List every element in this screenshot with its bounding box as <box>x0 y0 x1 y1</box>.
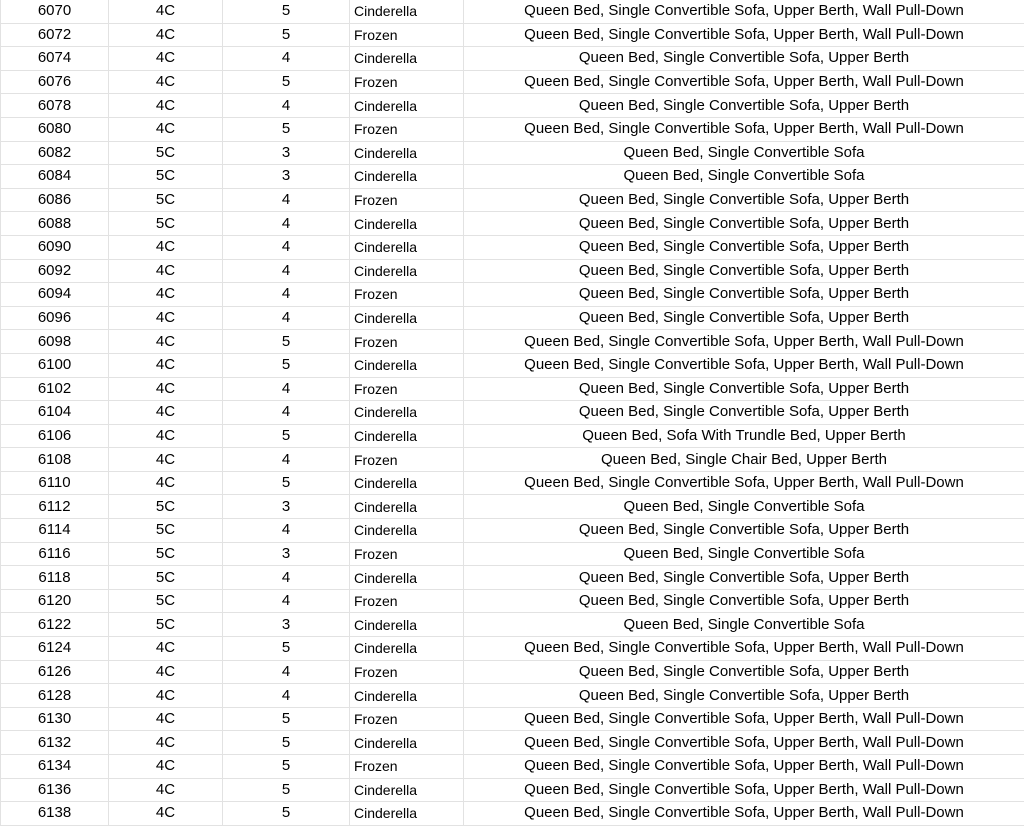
cell-category[interactable]: 4C <box>109 707 223 731</box>
cell-category[interactable]: 4C <box>109 684 223 708</box>
cell-occupancy[interactable]: 4 <box>223 47 350 71</box>
cell-room-number[interactable]: 6096 <box>1 306 109 330</box>
cell-category[interactable]: 4C <box>109 660 223 684</box>
cell-bed-configuration[interactable]: Queen Bed, Single Convertible Sofa, Upper Berth, Wall Pull-Down <box>464 0 1024 23</box>
cell-room-number[interactable]: 6086 <box>1 188 109 212</box>
cell-bed-configuration[interactable]: Queen Bed, Single Convertible Sofa, Upper Berth <box>464 212 1024 236</box>
cell-occupancy[interactable]: 4 <box>223 566 350 590</box>
cell-bed-configuration[interactable]: Queen Bed, Single Convertible Sofa <box>464 542 1024 566</box>
cell-theme[interactable]: Frozen <box>350 707 464 731</box>
table-row <box>1 566 1024 590</box>
table-row <box>1 212 1024 236</box>
cell-occupancy[interactable]: 5 <box>223 330 350 354</box>
cell-room-number[interactable]: 6110 <box>1 471 109 495</box>
cell-bed-configuration[interactable]: Queen Bed, Single Convertible Sofa, Upper Berth <box>464 377 1024 401</box>
cell-bed-configuration[interactable]: Queen Bed, Single Convertible Sofa, Upper Berth <box>464 306 1024 330</box>
cell-theme[interactable]: Cinderella <box>350 802 464 826</box>
cell-bed-configuration[interactable]: Queen Bed, Single Convertible Sofa, Upper Berth, Wall Pull-Down <box>464 778 1024 802</box>
cell-bed-configuration[interactable]: Queen Bed, Single Convertible Sofa, Upper Berth, Wall Pull-Down <box>464 23 1024 47</box>
cell-category[interactable]: 4C <box>109 755 223 779</box>
cell-bed-configuration[interactable]: Queen Bed, Single Convertible Sofa <box>464 141 1024 165</box>
cell-occupancy[interactable]: 5 <box>223 353 350 377</box>
table-row <box>1 94 1024 118</box>
cell-category[interactable]: 5C <box>109 165 223 189</box>
cell-category[interactable]: 5C <box>109 566 223 590</box>
cell-bed-configuration[interactable]: Queen Bed, Single Convertible Sofa, Upper Berth <box>464 519 1024 543</box>
cell-room-number[interactable]: 6084 <box>1 165 109 189</box>
table-row <box>1 306 1024 330</box>
cell-theme[interactable]: Frozen <box>350 23 464 47</box>
cell-room-number[interactable]: 6074 <box>1 47 109 71</box>
cell-occupancy[interactable]: 5 <box>223 424 350 448</box>
cell-room-number[interactable]: 6076 <box>1 70 109 94</box>
cell-bed-configuration[interactable]: Queen Bed, Single Convertible Sofa, Upper Berth <box>464 235 1024 259</box>
cell-theme[interactable]: Cinderella <box>350 731 464 755</box>
cell-bed-configuration[interactable]: Queen Bed, Single Chair Bed, Upper Berth <box>464 448 1024 472</box>
cell-category[interactable]: 4C <box>109 637 223 661</box>
cell-theme[interactable]: Cinderella <box>350 613 464 637</box>
table-row <box>1 70 1024 94</box>
cell-occupancy[interactable]: 5 <box>223 637 350 661</box>
cell-theme[interactable]: Frozen <box>350 589 464 613</box>
cell-occupancy[interactable]: 5 <box>223 23 350 47</box>
cell-bed-configuration[interactable]: Queen Bed, Single Convertible Sofa, Upper Berth, Wall Pull-Down <box>464 471 1024 495</box>
cell-room-number[interactable]: 6120 <box>1 589 109 613</box>
cell-category[interactable]: 5C <box>109 495 223 519</box>
table-row <box>1 424 1024 448</box>
cell-occupancy[interactable]: 3 <box>223 495 350 519</box>
table-row <box>1 613 1024 637</box>
cell-theme[interactable]: Cinderella <box>350 424 464 448</box>
table-row <box>1 684 1024 708</box>
cell-theme[interactable]: Frozen <box>350 377 464 401</box>
cell-room-number[interactable]: 6072 <box>1 23 109 47</box>
cell-room-number[interactable]: 6100 <box>1 353 109 377</box>
cell-occupancy[interactable]: 4 <box>223 235 350 259</box>
cell-theme[interactable]: Cinderella <box>350 684 464 708</box>
cell-category[interactable]: 5C <box>109 613 223 637</box>
cell-bed-configuration[interactable]: Queen Bed, Single Convertible Sofa <box>464 495 1024 519</box>
table-row <box>1 330 1024 354</box>
cell-category[interactable]: 4C <box>109 0 223 23</box>
table-row <box>1 141 1024 165</box>
table-row <box>1 0 1024 23</box>
cell-bed-configuration[interactable]: Queen Bed, Single Convertible Sofa <box>464 613 1024 637</box>
table-row <box>1 637 1024 661</box>
cell-theme[interactable]: Cinderella <box>350 141 464 165</box>
cell-category[interactable]: 5C <box>109 589 223 613</box>
cell-theme[interactable]: Frozen <box>350 660 464 684</box>
cell-room-number[interactable]: 6102 <box>1 377 109 401</box>
cell-theme[interactable]: Cinderella <box>350 471 464 495</box>
cell-room-number[interactable]: 6116 <box>1 542 109 566</box>
cell-room-number[interactable]: 6126 <box>1 660 109 684</box>
cell-occupancy[interactable]: 4 <box>223 589 350 613</box>
cell-category[interactable]: 4C <box>109 377 223 401</box>
cell-bed-configuration[interactable]: Queen Bed, Single Convertible Sofa, Upper Berth <box>464 684 1024 708</box>
cell-occupancy[interactable]: 5 <box>223 731 350 755</box>
table-row <box>1 283 1024 307</box>
cell-category[interactable]: 4C <box>109 330 223 354</box>
cell-room-number[interactable]: 6132 <box>1 731 109 755</box>
table-row <box>1 23 1024 47</box>
cell-room-number[interactable]: 6092 <box>1 259 109 283</box>
table-row <box>1 495 1024 519</box>
cell-occupancy[interactable]: 5 <box>223 802 350 826</box>
cell-bed-configuration[interactable]: Queen Bed, Single Convertible Sofa, Upper Berth, Wall Pull-Down <box>464 637 1024 661</box>
cell-theme[interactable]: Frozen <box>350 542 464 566</box>
table-row <box>1 471 1024 495</box>
table-row <box>1 589 1024 613</box>
cell-category[interactable]: 4C <box>109 117 223 141</box>
cell-room-number[interactable]: 6094 <box>1 283 109 307</box>
table-body <box>1 0 1024 825</box>
cell-room-number[interactable]: 6136 <box>1 778 109 802</box>
cell-room-number[interactable]: 6134 <box>1 755 109 779</box>
cell-category[interactable]: 4C <box>109 778 223 802</box>
cell-occupancy[interactable]: 5 <box>223 755 350 779</box>
cell-occupancy[interactable]: 4 <box>223 448 350 472</box>
cell-theme[interactable]: Cinderella <box>350 259 464 283</box>
cell-bed-configuration[interactable]: Queen Bed, Single Convertible Sofa, Upper Berth <box>464 94 1024 118</box>
cell-bed-configuration[interactable]: Queen Bed, Sofa With Trundle Bed, Upper Berth <box>464 424 1024 448</box>
table-row <box>1 117 1024 141</box>
table-row <box>1 731 1024 755</box>
table-row <box>1 755 1024 779</box>
table-row <box>1 542 1024 566</box>
cell-room-number[interactable]: 6080 <box>1 117 109 141</box>
cell-theme[interactable]: Cinderella <box>350 212 464 236</box>
cell-bed-configuration[interactable]: Queen Bed, Single Convertible Sofa, Upper Berth, Wall Pull-Down <box>464 707 1024 731</box>
cell-room-number[interactable]: 6070 <box>1 0 109 23</box>
cell-theme[interactable]: Cinderella <box>350 519 464 543</box>
cell-occupancy[interactable]: 5 <box>223 70 350 94</box>
table-row <box>1 660 1024 684</box>
cell-room-number[interactable]: 6098 <box>1 330 109 354</box>
cell-theme[interactable]: Frozen <box>350 188 464 212</box>
cell-room-number[interactable]: 6082 <box>1 141 109 165</box>
cell-occupancy[interactable]: 4 <box>223 519 350 543</box>
cell-bed-configuration[interactable]: Queen Bed, Single Convertible Sofa, Upper Berth <box>464 188 1024 212</box>
cell-category[interactable]: 4C <box>109 731 223 755</box>
table-row <box>1 778 1024 802</box>
cell-occupancy[interactable]: 5 <box>223 0 350 23</box>
cell-bed-configuration[interactable]: Queen Bed, Single Convertible Sofa <box>464 165 1024 189</box>
cell-theme[interactable]: Frozen <box>350 117 464 141</box>
cell-bed-configuration[interactable]: Queen Bed, Single Convertible Sofa, Upper Berth, Wall Pull-Down <box>464 353 1024 377</box>
cell-category[interactable]: 4C <box>109 424 223 448</box>
cell-category[interactable]: 4C <box>109 23 223 47</box>
cell-room-number[interactable]: 6106 <box>1 424 109 448</box>
cell-room-number[interactable]: 6124 <box>1 637 109 661</box>
cell-occupancy[interactable]: 4 <box>223 377 350 401</box>
cell-occupancy[interactable]: 4 <box>223 212 350 236</box>
table-row <box>1 519 1024 543</box>
cell-category[interactable]: 4C <box>109 70 223 94</box>
cell-occupancy[interactable]: 3 <box>223 613 350 637</box>
cell-bed-configuration[interactable]: Queen Bed, Single Convertible Sofa, Upper Berth <box>464 283 1024 307</box>
cell-bed-configuration[interactable]: Queen Bed, Single Convertible Sofa, Upper Berth, Wall Pull-Down <box>464 117 1024 141</box>
cell-theme[interactable]: Cinderella <box>350 165 464 189</box>
cell-occupancy[interactable]: 4 <box>223 660 350 684</box>
cell-occupancy[interactable]: 5 <box>223 778 350 802</box>
cell-theme[interactable]: Cinderella <box>350 306 464 330</box>
cell-category[interactable]: 4C <box>109 47 223 71</box>
table-row <box>1 165 1024 189</box>
cell-bed-configuration[interactable]: Queen Bed, Single Convertible Sofa, Upper Berth <box>464 259 1024 283</box>
cell-occupancy[interactable]: 4 <box>223 684 350 708</box>
table-row <box>1 188 1024 212</box>
cell-theme[interactable]: Frozen <box>350 755 464 779</box>
cell-occupancy[interactable]: 5 <box>223 471 350 495</box>
cell-category[interactable]: 4C <box>109 471 223 495</box>
cell-room-number[interactable]: 6104 <box>1 401 109 425</box>
cell-occupancy[interactable]: 4 <box>223 94 350 118</box>
cell-category[interactable]: 4C <box>109 448 223 472</box>
cell-occupancy[interactable]: 3 <box>223 141 350 165</box>
cell-room-number[interactable]: 6130 <box>1 707 109 731</box>
cell-bed-configuration[interactable]: Queen Bed, Single Convertible Sofa, Upper Berth, Wall Pull-Down <box>464 731 1024 755</box>
cell-room-number[interactable]: 6090 <box>1 235 109 259</box>
table-row <box>1 707 1024 731</box>
cell-category[interactable]: 5C <box>109 542 223 566</box>
cell-theme[interactable]: Frozen <box>350 70 464 94</box>
cell-theme[interactable]: Frozen <box>350 330 464 354</box>
cell-occupancy[interactable]: 4 <box>223 259 350 283</box>
table-row <box>1 448 1024 472</box>
cell-category[interactable]: 4C <box>109 306 223 330</box>
cell-room-number[interactable]: 6078 <box>1 94 109 118</box>
cell-bed-configuration[interactable]: Queen Bed, Single Convertible Sofa, Upper Berth, Wall Pull-Down <box>464 802 1024 826</box>
cell-bed-configuration[interactable]: Queen Bed, Single Convertible Sofa, Upper Berth, Wall Pull-Down <box>464 70 1024 94</box>
cell-theme[interactable]: Cinderella <box>350 0 464 23</box>
cell-theme[interactable]: Cinderella <box>350 401 464 425</box>
cell-category[interactable]: 5C <box>109 188 223 212</box>
cell-theme[interactable]: Cinderella <box>350 235 464 259</box>
cell-theme[interactable]: Cinderella <box>350 353 464 377</box>
cell-bed-configuration[interactable]: Queen Bed, Single Convertible Sofa, Upper Berth <box>464 401 1024 425</box>
cell-theme[interactable]: Cinderella <box>350 566 464 590</box>
cell-theme[interactable]: Cinderella <box>350 47 464 71</box>
cell-theme[interactable]: Frozen <box>350 448 464 472</box>
table-row <box>1 353 1024 377</box>
cell-bed-configuration[interactable]: Queen Bed, Single Convertible Sofa, Upper Berth <box>464 47 1024 71</box>
cell-occupancy[interactable]: 3 <box>223 165 350 189</box>
cell-category[interactable]: 4C <box>109 401 223 425</box>
cell-category[interactable]: 5C <box>109 141 223 165</box>
cell-category[interactable]: 4C <box>109 283 223 307</box>
cell-bed-configuration[interactable]: Queen Bed, Single Convertible Sofa, Upper Berth, Wall Pull-Down <box>464 755 1024 779</box>
cell-room-number[interactable]: 6122 <box>1 613 109 637</box>
cell-room-number[interactable]: 6108 <box>1 448 109 472</box>
cell-category[interactable]: 5C <box>109 212 223 236</box>
table-row <box>1 401 1024 425</box>
cell-bed-configuration[interactable]: Queen Bed, Single Convertible Sofa, Upper Berth <box>464 660 1024 684</box>
cell-bed-configuration[interactable]: Queen Bed, Single Convertible Sofa, Upper Berth <box>464 589 1024 613</box>
cell-occupancy[interactable]: 4 <box>223 306 350 330</box>
cell-bed-configuration[interactable]: Queen Bed, Single Convertible Sofa, Upper Berth <box>464 566 1024 590</box>
cell-theme[interactable]: Cinderella <box>350 637 464 661</box>
cell-bed-configuration[interactable]: Queen Bed, Single Convertible Sofa, Upper Berth, Wall Pull-Down <box>464 330 1024 354</box>
cell-room-number[interactable]: 6112 <box>1 495 109 519</box>
cell-category[interactable]: 4C <box>109 353 223 377</box>
cell-room-number[interactable]: 6088 <box>1 212 109 236</box>
table-row <box>1 802 1024 826</box>
cell-occupancy[interactable]: 5 <box>223 707 350 731</box>
cell-occupancy[interactable]: 4 <box>223 401 350 425</box>
cell-room-number[interactable]: 6138 <box>1 802 109 826</box>
cell-occupancy[interactable]: 5 <box>223 117 350 141</box>
cell-room-number[interactable]: 6118 <box>1 566 109 590</box>
cell-theme[interactable]: Cinderella <box>350 495 464 519</box>
table-row <box>1 377 1024 401</box>
table-row <box>1 47 1024 71</box>
cell-theme[interactable]: Cinderella <box>350 94 464 118</box>
table-row <box>1 235 1024 259</box>
cell-category[interactable]: 5C <box>109 519 223 543</box>
cell-theme[interactable]: Frozen <box>350 283 464 307</box>
cell-room-number[interactable]: 6114 <box>1 519 109 543</box>
cell-occupancy[interactable]: 4 <box>223 188 350 212</box>
cell-category[interactable]: 4C <box>109 94 223 118</box>
table-row <box>1 259 1024 283</box>
cell-occupancy[interactable]: 4 <box>223 283 350 307</box>
cell-room-number[interactable]: 6128 <box>1 684 109 708</box>
cell-category[interactable]: 4C <box>109 235 223 259</box>
cell-category[interactable]: 4C <box>109 802 223 826</box>
cell-theme[interactable]: Cinderella <box>350 778 464 802</box>
cell-occupancy[interactable]: 3 <box>223 542 350 566</box>
cell-category[interactable]: 4C <box>109 259 223 283</box>
